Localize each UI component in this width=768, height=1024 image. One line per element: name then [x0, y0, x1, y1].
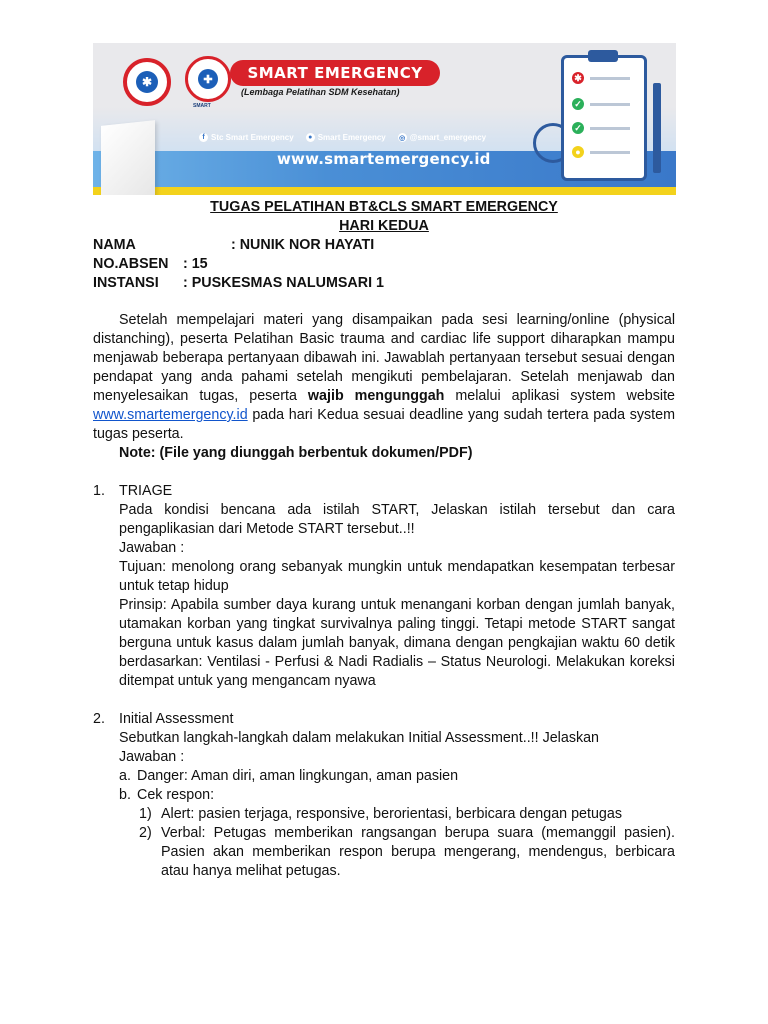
intro-paragraph: Setelah mempelajari materi yang disampaikan pada sesi learning/online (physical distanching), peserta Pelatihan Basic trauma and cardiac life support diharapkan mampu menjawab beberapa pertanyaan dibawah ini. Jawablah pertanyaan tersebut sesuai dengan pendapat yang anda pahami setelah mengikuti pembelajaran. Setelah menjawab dan menyelesaikan tugas, peserta wajib mengunggah melalui aplikasi system website www.smartemergency.id pada hari Kedua sesuai deadline yang sudah tertera pada system tugas peserta.	[93, 312, 675, 442]
social-web[interactable]: ● Smart Emergency	[306, 133, 386, 142]
banner-subtitle: (Lembaga Pelatihan SDM Kesehatan)	[241, 87, 400, 97]
banner-yellow-stripe	[93, 187, 676, 195]
doc-title: TUGAS PELATIHAN BT&CLS SMART EMERGENCY	[210, 199, 558, 215]
question-1-title: TRIAGE	[119, 483, 173, 499]
answer-tujuan: Tujuan: menolong orang sebanyak mungkin untuk mendapatkan kesempatan terbesar untuk tetap hidup	[119, 559, 675, 594]
doc-subtitle: HARI KEDUA	[339, 218, 429, 234]
list-subitem: 1) Alert: pasien terjaga, responsive, berorientasi, berbicara dengan petugas	[139, 806, 622, 822]
web-icon: ●	[306, 133, 315, 142]
document-body	[93, 198, 675, 881]
answer-prinsip: Prinsip: Apabila sumber daya kurang untuk menangani korban dengan jumlah banyak, utamakan korban yang tingkat survivalnya paling tinggi. Tetapi metode START sangat berguna untuk kasus dalam jumlah banyak, dimana dengan pengkajian waktu 60 detik berdasarkan: Ventilasi - Perfusi & Nadi Radialis – Status Neurologi. Melakukan koreksi ditempat untuk yang mengancam nyawa	[119, 597, 675, 689]
list-item: a. Danger: Aman diri, aman lingkungan, aman pasien	[119, 768, 459, 784]
question-2-title: Initial Assessment	[119, 711, 234, 727]
question-2-text: Sebutkan langkah-langkah dalam melakukan Initial Assessment..!! Jelaskan	[119, 730, 600, 746]
list-item: b. Cek respon:	[119, 787, 215, 803]
question-2: 2. Initial Assessment Sebutkan langkah-langkah dalam melakukan Initial Assessment..!! Jelaskan Jawaban : a. Danger: Aman diri, aman lingkungan, aman pasien b. Cek respon: 1) Alert: pasien terjaga, responsive, berorientasi, berbicara dengan petugas 2) Verbal: Petugas memberikan rangsangan berupa suara (memanggil pasien). Pasien akan memberikan respon berupa mengerang, mendengus, berbicara atau hanya melihat petugas.	[93, 711, 675, 879]
field-instansi: INSTANSI : PUSKESMAS NALUMSARI 1	[93, 275, 384, 291]
pencil-icon	[653, 83, 661, 173]
field-nama: NAMA : NUNIK NOR HAYATI	[93, 237, 375, 253]
instagram-icon: ◎	[399, 134, 406, 142]
paper-graphic	[101, 120, 155, 195]
question-1-text: Pada kondisi bencana ada istilah START, Jelaskan istilah tersebut dan cara pengaplikasian dari Metode START tersebut..!!	[119, 502, 675, 537]
check-icon: ✓	[572, 122, 584, 134]
star-icon: ✱	[572, 72, 584, 84]
answer-label: Jawaban :	[119, 540, 185, 556]
check-icon: ✓	[572, 98, 584, 110]
smart-logo: ✚	[185, 56, 231, 102]
smart-logo-label: SMART	[193, 103, 211, 109]
note: Note: (File yang diunggah berbentuk dokumen/PDF)	[119, 445, 473, 461]
banner-title: SMART EMERGENCY	[230, 60, 440, 86]
header-banner	[93, 43, 676, 195]
social-facebook[interactable]: f Stc Smart Emergency	[199, 133, 294, 142]
question-1: 1. TRIAGE Pada kondisi bencana ada istilah START, Jelaskan istilah tersebut dan cara pengaplikasian dari Metode START tersebut..!! Jawaban : Tujuan: menolong orang sebanyak mungkin untuk mendapatkan kesempatan terbesar untuk tetap hidup Prinsip: Apabila sumber daya kurang untuk menangani korban dengan jumlah banyak, utamakan korban yang tingkat survivalnya paling tinggi. Tetapi metode START sangat berguna untuk kasus dalam jumlah banyak, dimana dengan pengkajian waktu 60 detik berdasarkan: Ventilasi - Perfusi & Nadi Radialis – Status Neurologi. Melakukan koreksi ditempat untuk yang mengancam nyawa	[93, 483, 675, 689]
social-links	[199, 133, 486, 142]
banner-website[interactable]: www.smartemergency.id	[277, 150, 491, 168]
circle-icon: ●	[572, 146, 584, 158]
answer-label: Jawaban :	[119, 749, 185, 765]
institution-logo: ✱	[123, 58, 171, 106]
website-link[interactable]: www.smartemergency.id	[93, 407, 248, 423]
facebook-icon: f	[199, 133, 208, 142]
list-subitem: 2) Verbal: Petugas memberikan rangsangan berupa suara (memanggil pasien). Pasien akan memberikan respon berupa mengerang, mendengus, berbicara atau hanya melihat petugas.	[139, 825, 675, 879]
social-instagram[interactable]: ◎ @smart_emergency	[399, 133, 487, 142]
field-absen: NO.ABSEN : 15	[93, 256, 208, 272]
clipboard-icon	[561, 55, 647, 181]
